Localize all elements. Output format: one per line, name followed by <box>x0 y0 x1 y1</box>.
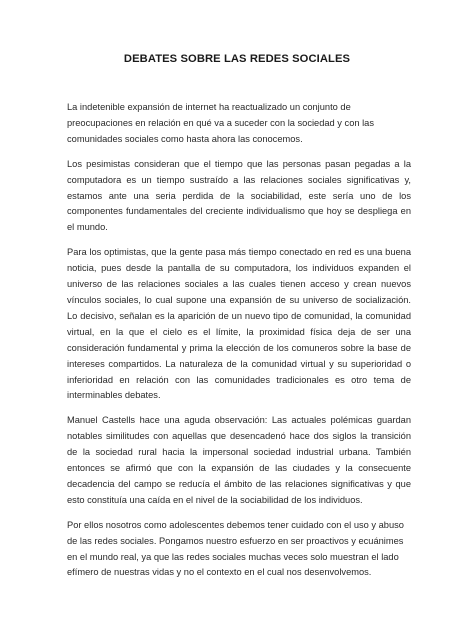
document-body <box>67 100 411 590</box>
document-title: DEBATES SOBRE LAS REDES SOCIALES <box>123 53 351 65</box>
paragraph-optimists: Para los optimistas, que la gente pasa más tiempo conectado en red es una buena noticia, pues desde la pantalla de su computadora, los individuos expanden el universo de las relaciones sociales a las cuales tienen acceso y crean nuevos vínculos sociales, lo cual supone una expansión de su universo de socialización. Lo decisivo, señalan es la aparición de un nuevo tipo de comunidad, la comunidad virtual, en la que el cielo es el límite, la proximidad física deja de ser una consideración fundamental y prima la elección de los comuneros sobre la base de intereses compartidos. La naturaleza de la comunidad virtual y su superioridad o inferioridad en relación con las comunidades tradicionales es otro tema de interminables debates. <box>67 247 411 401</box>
paragraph-intro: La indetenible expansión de internet ha reactualizado un conjunto de preocupaciones en relación en qué va a suceder con la sociedad y con las comunidades sociales como hasta ahora las conocemos. <box>67 102 374 144</box>
paragraph-conclusion: Por ellos nosotros como adolescentes debemos tener cuidado con el uso y abuso de las redes sociales. Pongamos nuestro esfuerzo en ser proactivos y ecuánimes en el mundo real, ya que las redes sociales muchas veces solo muestran el lado efímero de nuestras vidas y no el contexto en el cual nos desenvolvemos. <box>67 519 404 578</box>
paragraph-castells: Manuel Castells hace una aguda observación: Las actuales polémicas guardan notables similitudes con aquellas que desencadenó hace dos siglos la transición de la sociedad rural hacia la impersonal sociedad industrial urbana. También entonces se afirmó que con la expansión de las ciudades y la consecuente decadencia del campo se reducía el ámbito de las relaciones significativas y que esto constituía una caída en el nivel de la sociabilidad de los individuos. <box>67 415 411 505</box>
paragraph-pessimists: Los pesimistas consideran que el tiempo que las personas pasan pegadas a la computadora es un tiempo sustraído a las relaciones sociales significativas y, estamos ante una seria perdida de la sociabilidad, este sería uno de los componentes fundamentales del creciente individualismo que hoy se despliega en el mundo. <box>67 158 411 233</box>
